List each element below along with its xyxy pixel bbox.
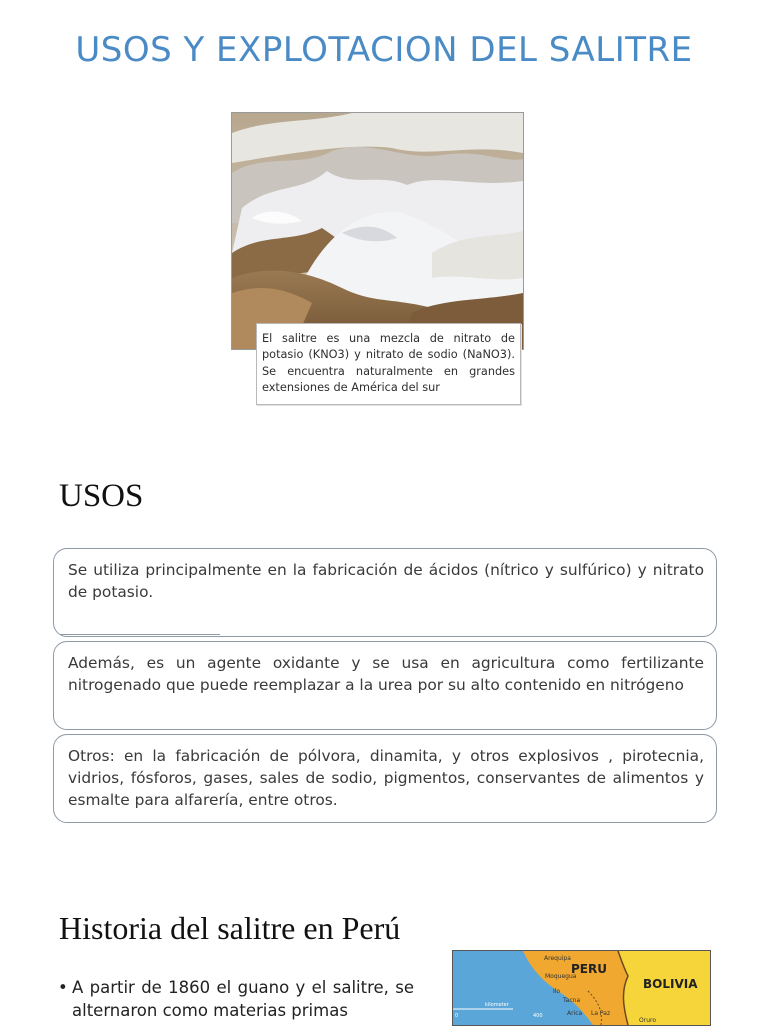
usos-heading: USOS	[59, 478, 144, 514]
map-label-peru: PERU	[571, 962, 607, 976]
historia-bullet-text: A partir de 1860 el guano y el salitre, se alternaron como materias primas	[72, 978, 414, 1020]
map-label-moquegua: Moquegua	[545, 973, 577, 980]
historia-bullet	[58, 976, 414, 1022]
usos-item-1: Se utiliza principalmente en la fabricación de ácidos (nítrico y sulfúrico) y nitrato de potasio.	[53, 548, 717, 637]
bullet-icon: •	[58, 978, 68, 997]
saltpeter-photo	[231, 112, 524, 350]
saltpeter-caption: El salitre es una mezcla de nitrato de potasio (KNO3) y nitrato de sodio (NaNO3). Se encuentra naturalmente en grandes extensiones de América del sur	[256, 323, 521, 405]
map-label-oruro: Oruro	[639, 1017, 656, 1024]
map-label-bolivia: BOLIVIA	[643, 977, 698, 991]
map-scale-zero: 0	[455, 1013, 459, 1019]
historia-heading: Historia del salitre en Perú	[59, 910, 401, 946]
map-scale-label: kilometer	[485, 1002, 509, 1008]
map-label-arica: Arica	[567, 1010, 583, 1017]
usos-item-3: Otros: en la fabricación de pólvora, dinamita, y otros explosivos , pirotecnia, vidrios, fósforos, gases, sales de sodio, pigmentos, conservantes de alimentos y esmalte para alfarería, entre otros.	[53, 734, 717, 823]
box-divider	[60, 634, 220, 635]
peru-bolivia-map	[452, 950, 711, 1026]
usos-item-2: Además, es un agente oxidante y se usa en agricultura como fertilizante nitrogenado que puede reemplazar a la urea por su alto contenido en nitrógeno	[53, 641, 717, 730]
map-label-arequipa: Arequipa	[544, 955, 571, 962]
page-title: USOS Y EXPLOTACION DEL SALITRE	[75, 30, 693, 70]
map-label-tacna: Tacna	[563, 997, 581, 1004]
map-label-ilo: Ilo	[553, 988, 561, 995]
map-scale-max: 400	[533, 1013, 543, 1019]
map-label-la-paz: La Paz	[591, 1010, 611, 1017]
